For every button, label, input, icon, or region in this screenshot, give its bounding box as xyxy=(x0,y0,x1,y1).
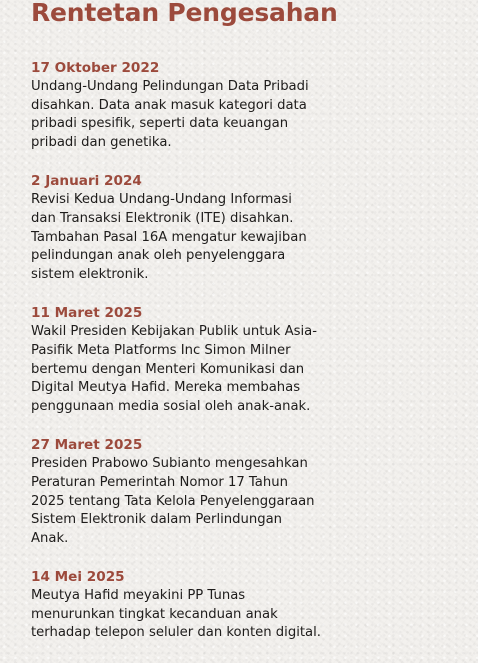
entry-text-line: dan Transaksi Elektronik (ITE) disahkan. xyxy=(31,210,294,226)
entry-text-line: Undang-Undang Pelindungan Data Pribadi xyxy=(31,79,309,94)
entry-description xyxy=(31,191,471,284)
entry-date: 17 Oktober 2022 xyxy=(31,60,160,76)
entry-text-line: terhadap telepon seluler dan konten digital. xyxy=(31,625,321,641)
entry-text-line: Wakil Presiden Kebijakan Publik untuk Asia- xyxy=(31,324,317,340)
entry-date: 2 Januari 2024 xyxy=(31,173,142,190)
entry-description xyxy=(31,78,471,152)
entry-date: 14 Mei 2025 xyxy=(31,569,125,586)
timeline xyxy=(31,59,471,663)
timeline-entry xyxy=(31,568,471,643)
entry-text-line: pribadi dan genetika. xyxy=(31,134,172,150)
timeline-entry xyxy=(31,172,471,284)
entry-text-line: Peraturan Pemerintah Nomor 17 Tahun xyxy=(31,474,288,490)
page-title: Rentetan Pengesahan xyxy=(31,0,338,27)
entry-text-line: disahkan. Data anak masuk kategori data xyxy=(31,97,307,113)
timeline-entry xyxy=(31,59,471,152)
entry-text-line: Tambahan Pasal 16A mengatur kewajiban xyxy=(31,229,307,245)
entry-text-line: 2025 tentang Tata Kelola Penyelenggaraan xyxy=(31,493,315,509)
entry-text-line: Pasifik Meta Platforms Inc Simon Milner xyxy=(31,342,291,358)
entry-description xyxy=(31,455,471,548)
timeline-entry xyxy=(31,436,471,548)
timeline-entry xyxy=(31,304,471,416)
entry-text-line: Meutya Hafid meyakini PP Tunas xyxy=(31,588,246,604)
entry-description xyxy=(31,323,471,416)
entry-text-line: Presiden Prabowo Subianto mengesahkan xyxy=(31,456,308,472)
entry-text-line: Digital Meutya Hafid. Mereka membahas xyxy=(31,380,301,396)
entry-text-line: penggunaan media sosial oleh anak-anak. xyxy=(31,398,311,414)
entry-text-line: Sistem Elektronik dalam Perlindungan xyxy=(31,512,283,528)
entry-date: 27 Maret 2025 xyxy=(31,437,143,454)
entry-text-line: bertemu dengan Menteri Komunikasi dan xyxy=(31,361,305,377)
entry-text-line: pribadi spesifik, seperti data keuangan xyxy=(31,116,289,132)
entry-text-line: Anak. xyxy=(31,530,69,546)
entry-text-line: sistem elektronik. xyxy=(31,266,149,282)
entry-text-line: Revisi Kedua Undang-Undang Informasi xyxy=(31,192,292,208)
entry-text-line: menurunkan tingkat kecanduan anak xyxy=(31,606,278,622)
entry-text-line: pelindungan anak oleh penyelenggara xyxy=(31,248,286,264)
entry-description xyxy=(31,587,471,643)
entry-date: 11 Maret 2025 xyxy=(31,305,143,322)
